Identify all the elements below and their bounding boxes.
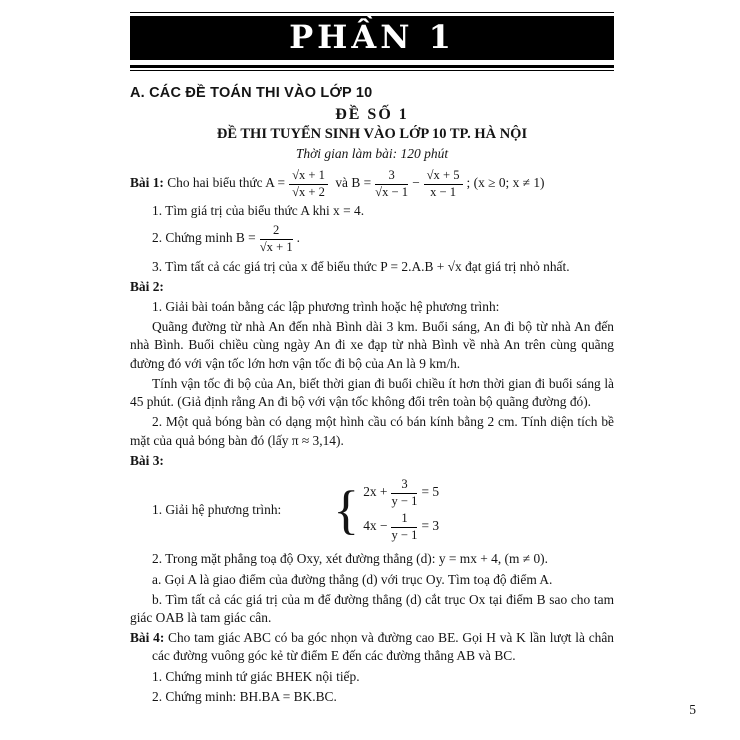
minus-operator: −: [412, 175, 420, 191]
bai2-label: Bài 2:: [130, 278, 164, 294]
bai3-item1-text: 1. Giải hệ phương trình:: [152, 502, 282, 518]
numerator: √x + 1: [289, 169, 328, 185]
bai2-item2: 2. Một quả bóng bàn có dạng một hình cầu có bán kính bằng 2 cm. Tính diện tích bề mặt của quả bóng bàn đó (lấy π ≈ 3,14).: [130, 414, 614, 448]
bai4-label: Bài 4:: [130, 630, 165, 646]
denominator: x − 1: [430, 184, 457, 199]
denominator: y − 1: [391, 493, 418, 508]
decorative-rule-bottom-thin: [130, 70, 614, 71]
bai2-item1: 1. Giải bài toán bằng các lập phương trình hoặc hệ phương trình:: [152, 299, 500, 315]
exam-number: ĐỀ SỐ 1: [335, 106, 409, 123]
bai3-item1-system: [130, 474, 614, 546]
bai2-paragraph1: Quãng đường từ nhà An đến nhà Bình dài 3 km. Buổi sáng, An đi bộ từ nhà An đến nhà Bình. Buổi chiều cùng ngày An đi xe đạp từ nhà Bình về nhà An trên cùng quãng đường đó với vận tốc lớn hơn vận tốc đi bộ của An là 9 km/h.: [130, 319, 614, 371]
bai2-paragraph2: Tính vận tốc đi bộ của An, biết thời gian đi buổi chiều ít hơn thời gian đi buổi sáng là 45 phút. (Giả định rằng An đi bộ với vận tốc không đổi trên toàn bộ quãng đường đó).: [130, 375, 614, 410]
bai4-item2: 2. Chứng minh: BH.BA = BK.BC.: [152, 688, 337, 704]
bai3-item2b: b. Tìm tất cả các giá trị của m để đường thẳng (d) cắt trục Ox tại điểm B sao cho tam giác OAB là tam giác cân.: [130, 591, 614, 626]
bai1-item2: [130, 224, 614, 254]
eq1-rhs: = 5: [421, 484, 440, 500]
bai1-label: Bài 1:: [130, 175, 164, 191]
fraction-B2: [424, 169, 463, 199]
bai1-item3: 3. Tìm tất cả các giá trị của x để biểu thức P = 2.A.B + √x đạt giá trị nhỏ nhất.: [152, 258, 570, 274]
bai1-item2-text: 2. Chứng minh B =: [152, 230, 256, 246]
numerator: 1: [391, 512, 417, 528]
period: .: [296, 230, 300, 246]
part-banner: [130, 12, 614, 71]
bai1-item1: 1. Tìm giá trị của biểu thức A khi x = 4.: [152, 203, 365, 219]
decorative-rule-bottom-thick: [130, 65, 614, 68]
bai3-item2: 2. Trong mặt phẳng toạ độ Oxy, xét đường thẳng (d): y = mx + 4, (m ≠ 0).: [152, 551, 548, 567]
denominator: √x + 2: [292, 184, 325, 199]
bai4-text: Cho tam giác ABC có ba góc nhọn và đường cao BE. Gọi H và K lần lượt là chân các đường vuông góc kẻ từ điểm E đến các đường thẳng AB và BC.: [152, 630, 614, 664]
exam-duration: Thời gian làm bài: 120 phút: [295, 146, 449, 161]
eq1-lhs: 2x +: [363, 484, 388, 500]
fraction-B1: [375, 169, 408, 199]
eq2-rhs: = 3: [421, 518, 440, 534]
eq2-lhs: 4x −: [363, 518, 388, 534]
fraction-eq2: [391, 512, 417, 542]
bai4-item1: 1. Chứng minh tứ giác BHEK nội tiếp.: [152, 668, 360, 684]
numerator: 3: [391, 478, 417, 494]
section-heading: A. CÁC ĐỀ TOÁN THI VÀO LỚP 10: [130, 85, 373, 101]
bai4-intro: [130, 629, 614, 665]
denominator: y − 1: [391, 527, 418, 542]
decorative-rule-top: [130, 12, 614, 13]
page-number: 5: [689, 702, 696, 717]
system-brace: {: [333, 480, 360, 541]
equation-1: [363, 478, 439, 508]
numerator: 2: [260, 224, 293, 240]
equation-column: [363, 474, 439, 546]
bai3-item2a: a. Gọi A là giao điểm của đường thẳng (d) với trục Oy. Tìm toạ độ điểm A.: [152, 571, 553, 587]
numerator: 3: [375, 169, 408, 185]
fraction-B-result: [260, 224, 293, 254]
numerator: √x + 5: [424, 169, 463, 185]
denominator: √x − 1: [375, 184, 409, 199]
conjunction: và: [335, 175, 348, 191]
formula-A-lhs: A =: [265, 175, 286, 191]
exam-title: ĐỀ THI TUYỂN SINH VÀO LỚP 10 TP. HÀ NỘI: [216, 126, 528, 142]
bai3-label: Bài 3:: [130, 452, 164, 468]
bai1-intro-line: [130, 169, 614, 199]
domain-condition: ; (x ≥ 0; x ≠ 1): [466, 175, 545, 191]
formula-B-lhs: B =: [351, 175, 372, 191]
equation-2: [363, 512, 439, 542]
part-title: PHẦN 1: [130, 16, 614, 60]
fraction-eq1: [391, 478, 417, 508]
denominator: √x + 1: [259, 240, 293, 254]
fraction-A: [289, 169, 328, 199]
bai1-intro-text: Cho hai biểu thức: [163, 175, 266, 191]
